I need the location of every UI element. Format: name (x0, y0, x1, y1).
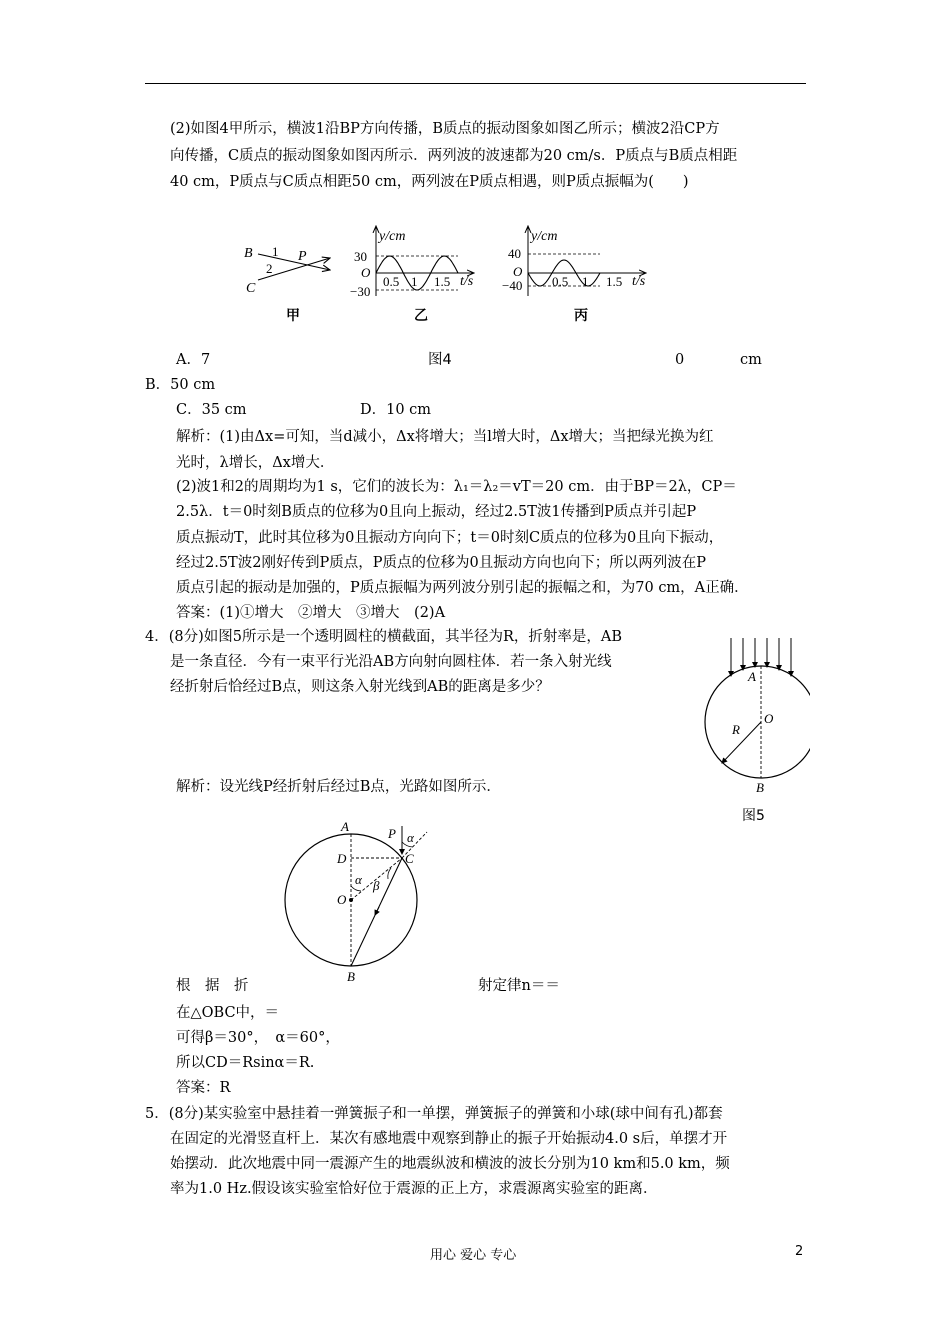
analysis-line-5: 质点振动T，此时其位移为0且振动方向向下；t＝0时刻C质点的位移为0且向下振动， (176, 530, 724, 546)
tick-0-5-yi: 0.5 (383, 274, 400, 289)
option-a-unit: cm (740, 352, 762, 368)
step-1: 在△OBC中，＝ (176, 1005, 280, 1021)
q2-line-3: 40 cm，P质点与C质点相距50 cm，两列波在P质点相遇，则P质点振幅为( ) (170, 174, 689, 190)
step-3: 所以CD＝Rsinα＝R. (176, 1055, 315, 1071)
figure-5 (698, 636, 810, 836)
tick-bottom-yi: −30 (350, 284, 371, 299)
xlabel-yi: t/s (460, 274, 474, 289)
answer-line: 答案：(1)①增大 ②增大 ③增大 (2)A (176, 605, 446, 621)
step-2: 可得β＝30°， α＝60°， (176, 1030, 340, 1046)
fig5-label-o: O (764, 711, 774, 726)
page-number: 2 (795, 1244, 804, 1259)
label-b: B (244, 246, 253, 261)
ylabel-yi: y/cm (379, 229, 406, 244)
figure-4-jia (244, 244, 330, 324)
q5-line-2: 在固定的光滑竖直杆上．某次有感地震中观察到静止的振子开始振动4.0 s后，单摆才开 (170, 1131, 728, 1147)
option-a-left: A．7 (176, 352, 211, 368)
figure-4-yi (350, 226, 474, 324)
q4-answer: 答案：R (176, 1080, 231, 1096)
diag-label-p: P (388, 826, 396, 841)
analysis-line-7: 质点引起的振动是加强的，P质点振幅为两列波分别引起的振幅之和，为70 cm，A正确． (176, 580, 749, 596)
q5-line-1: 5．(8分)某实验室中悬挂着一弹簧振子和一单摆，弹簧振子的弹簧和小球(球中间有孔)都套 (145, 1106, 723, 1122)
diag-label-c: C (405, 851, 414, 866)
tick-top-bing: 40 (508, 246, 521, 261)
header-rule (145, 83, 806, 84)
fig5-label-r: R (732, 722, 740, 737)
figure-4 (236, 220, 656, 328)
figure-4-bing (502, 226, 646, 324)
diag-label-d: D (337, 851, 347, 866)
q2-line-2: 向传播，C质点的振动图象如图丙所示．两列波的波速都为20 cm/s．P质点与B质点相距 (170, 148, 738, 164)
diag-label-b: B (347, 969, 355, 984)
label-c: C (246, 281, 256, 296)
tick-0-5-bing: 0.5 (552, 274, 569, 289)
q5-line-3: 始摆动．此次地震中同一震源产生的地震纵波和横波的波长分别为10 km和5.0 km，频 (170, 1156, 730, 1172)
option-a-mid: 0 (675, 352, 685, 368)
diag-label-o: O (337, 892, 347, 907)
analysis-line-4: 2.5λ．t＝0时刻B质点的位移为0且向上振动，经过2.5T波1传播到P质点并引起P (176, 504, 697, 520)
law-left: 根 据 折 (176, 978, 249, 994)
label-wave-2: 2 (266, 261, 273, 276)
analysis-line-1: 解析：(1)由Δx=可知，当d减小，Δx将增大；当l增大时，Δx增大；当把绿光换为红 (176, 429, 714, 445)
analysis-line-3: (2)波1和2的周期均为1 s，它们的波长为：λ₁＝λ₂＝vT＝20 cm．由于BP＝2λ，CP＝ (176, 479, 737, 495)
diag-alpha-top: α (407, 830, 414, 845)
analysis-line-2: 光时，λ增长，Δx增大． (176, 455, 335, 471)
tick-1-bing: 1 (582, 274, 589, 289)
caption-bing: 丙 (574, 308, 588, 324)
q4-line-3: 经折射后恰经过B点，则这条入射光线到AB的距离是多少？ (170, 679, 550, 695)
diag-beta: β (373, 878, 380, 893)
analysis-line-6: 经过2.5T波2刚好传到P质点，P质点的位移为0且振动方向也向下；所以两列波在P (176, 555, 706, 571)
q4-analysis-line: 解析：设光线P经折射后经过B点，光路如图所示． (176, 779, 501, 795)
tick-1-5-bing: 1.5 (606, 274, 623, 289)
diag-label-a: A (341, 819, 349, 834)
label-wave-1: 1 (272, 244, 279, 259)
caption-yi: 乙 (414, 308, 428, 324)
caption-jia: 甲 (286, 308, 300, 324)
q4-line-2: 是一条直径．今有一束平行光沿AB方向射向圆柱体．若一条入射光线 (170, 654, 612, 670)
origin-bing: O (513, 264, 523, 279)
fig5-label-b: B (756, 780, 764, 795)
tick-top-yi: 30 (354, 249, 367, 264)
fig5-label-a: A (748, 669, 756, 684)
tick-1-5-yi: 1.5 (434, 274, 451, 289)
footer-text: 用心 爱心 专心 (430, 1248, 517, 1263)
light-path-diagram (275, 818, 445, 988)
xlabel-bing: t/s (632, 274, 646, 289)
figure-4-caption: 图4 (428, 352, 452, 368)
option-d: D．10 cm (360, 402, 432, 418)
option-c: C．35 cm (176, 402, 247, 418)
tick-1-yi: 1 (411, 274, 418, 289)
law-right: 射定律n＝＝ (478, 978, 560, 994)
origin-yi: O (361, 265, 371, 280)
tick-bottom-bing: −40 (502, 278, 523, 293)
fig5-caption: 图5 (742, 808, 765, 824)
q2-line-1: (2)如图4甲所示，横波1沿BP方向传播，B质点的振动图象如图乙所示；横波2沿CP方 (170, 121, 720, 137)
q5-line-4: 率为1.0 Hz.假设该实验室恰好位于震源的正上方，求震源离实验室的距离． (170, 1181, 658, 1197)
option-b: B．50 cm (145, 377, 216, 393)
ylabel-bing: y/cm (531, 229, 558, 244)
label-p: P (298, 249, 307, 264)
q4-line-1: 4．(8分)如图5所示是一个透明圆柱的横截面，其半径为R，折射率是，AB (145, 629, 623, 645)
diag-alpha-center: α (355, 872, 362, 887)
